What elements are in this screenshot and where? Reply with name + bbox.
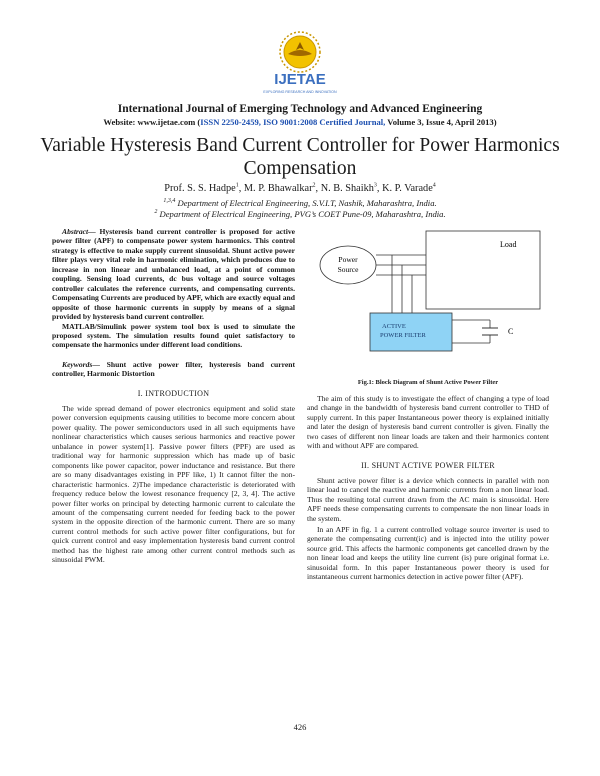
journal-name: International Journal of Emerging Technology and Advanced Engineering [117, 103, 483, 115]
author: Prof. S. S. Hadpe [164, 183, 236, 194]
keywords-label: Keywords— [62, 360, 100, 369]
author-sup: 4 [432, 182, 436, 189]
source-label-1: Power [338, 255, 358, 264]
load-box [426, 231, 540, 309]
website-prefix: Website: www.ijetae.com ( [103, 117, 201, 127]
right-paragraph-2: Shunt active power filter is a device which connects in parallel with non linear load to cancel the reactive and harmonic currents from a non linear load. Thus the resulting total current drawn from the AC main is sinusoidal. Here APF needs these compensating currents to compensate the non linear loads in the system. [307, 476, 549, 523]
keywords [52, 360, 295, 379]
keywords-text: Shunt active power filter, hysteresis band current controller, Harmonic Distortion [52, 360, 295, 379]
figure-caption: Fig.1: Block Diagram of Shunt Active Power Filter [357, 379, 499, 386]
logo-graphic [260, 28, 340, 98]
paper-title: Variable Hysteresis Band Current Controller for Power Harmonics Compensation [40, 135, 560, 179]
logo-tagline: EXPLORING RESEARCH AND INNOVATION [263, 90, 337, 94]
abstract-text-2: MATLAB/Simulink power system tool box is used to simulate the proposed system. The simulation results found quiet satisfactory to compensate the harmonics under different load conditions. [52, 321, 295, 350]
right-paragraph-3: In an APF in fig. 1 a current controlled voltage source inverter is used to generate the compensating current(ic) and is injected into the utility power source grid. This affects the harmonic components get cancelled drawn by the non linear load and keeps the utility line current (is) pure original format i.e. sinusoidal form. In this paper Instantaneous power theory is used for instantaneous current harmonics detection in active power filter (APF). [307, 525, 549, 582]
author-sup: 2 [312, 182, 316, 189]
author-sup: 1 [235, 182, 239, 189]
author: M. P. Bhawalkar [243, 183, 313, 194]
website-issn: ISSN 2250-2459, ISO 9001:2008 Certified Journal, [200, 117, 386, 127]
load-label: Load [500, 240, 517, 249]
apf-label-1: ACTIVE [382, 323, 406, 330]
author-sup: 3 [373, 182, 377, 189]
author: N. B. Shaikh [320, 183, 374, 194]
journal-website [0, 117, 600, 127]
author: K. P. Varade [382, 183, 433, 194]
website-suffix: Volume 3, Issue 4, April 2013) [385, 117, 497, 127]
capacitor-label: C [508, 327, 514, 336]
source-label-2: Source [337, 265, 359, 274]
affiliation: $^2$ Department of Electrical Engineering, PVG’s COET Pune-09, Maharashtra, India. [154, 209, 446, 219]
logo-text: IJETAE [274, 71, 326, 88]
affiliation: $^{1,3,4}$ Department of Electrical Engineering, S.V.I.T, Nashik, Maharashtra, India. [163, 198, 437, 208]
journal-logo [260, 28, 340, 98]
abstract-text: Hysteresis band current controller is proposed for active power filter (APF) to compensate power system harmonics. This control strategy is effective to make supply current sinusoidal. Shunt active power filter plays very vital role in harmonic elimination, which produces due to increase in non linear and unbalanced load, at a point of common coupling. Sensing load currents, dc bus voltage and source voltages controller calculates the reference currents, and compensating currents. Compensating Currents are produced by APF, which are exactly equal and opposite of those harmonic currents in supply by means of a signal provided by hysteresis band current controller. [52, 227, 295, 322]
abstract [52, 227, 295, 350]
author-list: Prof. S. S. Hadpe$^1$, M. P. Bhawalkar$^2$, N. B. Shaikh$^3$, K. P. Varade$^4$ [164, 182, 436, 194]
block-diagram [312, 228, 542, 374]
section-heading-2: II. SHUNT ACTIVE POWER FILTER [361, 461, 495, 470]
section-heading: I. INTRODUCTION [137, 389, 210, 398]
right-paragraph-1: The aim of this study is to investigate the effect of changing a type of load and change in the bandwidth of hysteresis band current controller to THD of supply current. In this paper Instantaneous power theory is explained initially and later the design of hysteresis band current controller is given. Finally the two cases of different non linear loads are taken and their harmonics content with and without APF are compared. [307, 394, 549, 451]
abstract-label: Abstract— [62, 227, 96, 236]
page-number: 426 [293, 722, 307, 732]
apf-label-2: POWER FILTER [380, 332, 426, 339]
intro-paragraph: The wide spread demand of power electronics equipment and solid state power conversion equipments causing utilities to become more concern about power quality. The power semiconductors used in all such equipments have nonlinear characteristics which causes serious harmonics and reactive power unbalance in power system[1]. Passive power filters (PPF) are used as traditional way for harmonic suppression which has made up of basic components like power capacitor, power inductance and resistance. But there are so many disadvantages existing in PPF like, 1) It cannot filter the non-characteristic harmonics. 2)The impedance characteristic is deteriorated with frequency reduce below the lowest resonance frequency [2, 3, 4]. The active power filter works on principal by detecting harmonic current to calculate the amount of the compensating current needed for feeding back to the power system in the opposite direction of the harmonic current. There are so many current control methods for such active power filter configurations, but for quick current control and easy implementation hysteresis band current control method has the highest rate among other current control methods such as sinusoidal PWM. [52, 404, 295, 565]
